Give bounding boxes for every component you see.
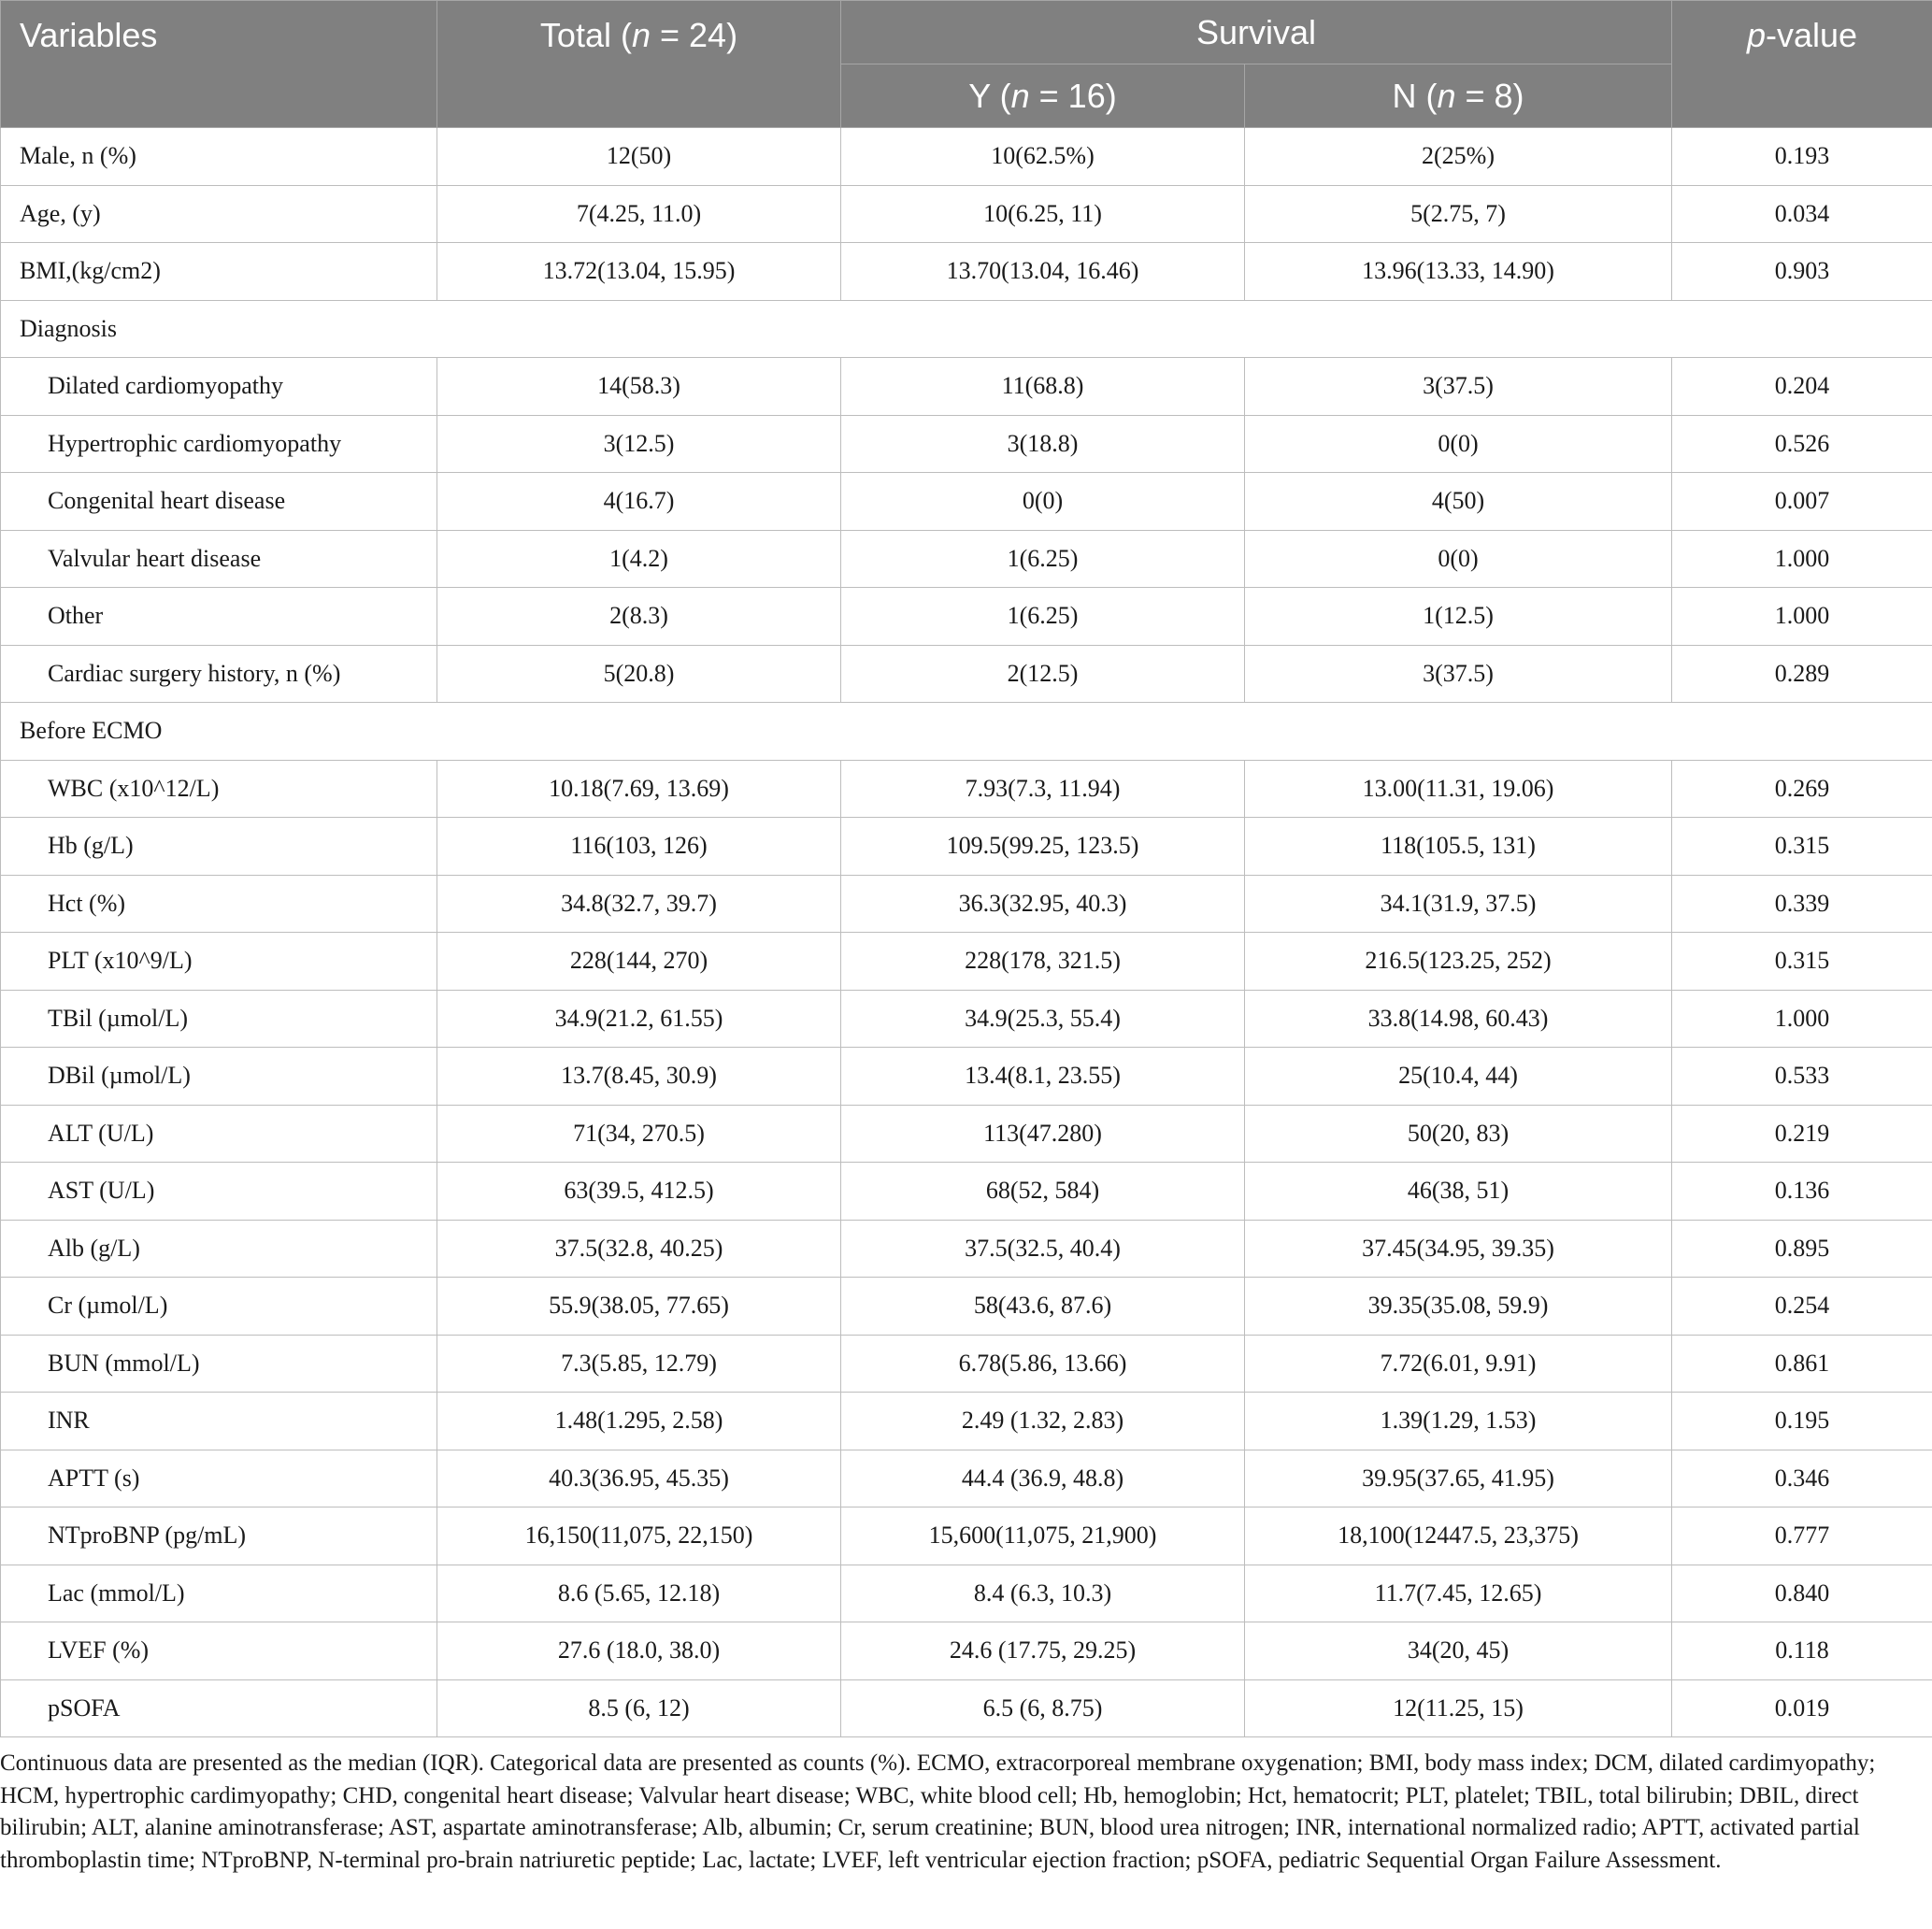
cell-total: 7.3(5.85, 12.79) bbox=[437, 1335, 841, 1393]
row-label: Cardiac surgery history, n (%) bbox=[1, 645, 437, 703]
table-row bbox=[1, 1278, 1932, 1336]
row-label: Valvular heart disease bbox=[1, 530, 437, 588]
cell-p-value: 0.903 bbox=[1672, 243, 1932, 301]
cell-survival-yes: 1(6.25) bbox=[841, 588, 1245, 646]
row-label: DBil (µmol/L) bbox=[1, 1048, 437, 1106]
cell-survival-no: 0(0) bbox=[1245, 415, 1672, 473]
cell-survival-yes: 11(68.8) bbox=[841, 358, 1245, 416]
cell-p-value: 0.861 bbox=[1672, 1335, 1932, 1393]
cell-survival-no: 3(37.5) bbox=[1245, 358, 1672, 416]
cell-total: 1(4.2) bbox=[437, 530, 841, 588]
table-row bbox=[1, 588, 1932, 646]
cell-p-value: 0.007 bbox=[1672, 473, 1932, 531]
table-row bbox=[1, 1393, 1932, 1450]
row-label: WBC (x10^12/L) bbox=[1, 760, 437, 818]
cell-total: 63(39.5, 412.5) bbox=[437, 1163, 841, 1221]
cell-p-value: 1.000 bbox=[1672, 530, 1932, 588]
cell-p-value: 0.034 bbox=[1672, 185, 1932, 243]
cell-survival-yes: 8.4 (6.3, 10.3) bbox=[841, 1565, 1245, 1622]
cell-survival-yes: 24.6 (17.75, 29.25) bbox=[841, 1622, 1245, 1680]
header-total: Total (n = 24) bbox=[437, 1, 841, 128]
cell-survival-yes: 10(6.25, 11) bbox=[841, 185, 1245, 243]
cell-survival-no: 13.00(11.31, 19.06) bbox=[1245, 760, 1672, 818]
row-label: LVEF (%) bbox=[1, 1622, 437, 1680]
cell-survival-no: 1.39(1.29, 1.53) bbox=[1245, 1393, 1672, 1450]
row-label: Cr (µmol/L) bbox=[1, 1278, 437, 1336]
cell-total: 37.5(32.8, 40.25) bbox=[437, 1220, 841, 1278]
cell-p-value: 0.289 bbox=[1672, 645, 1932, 703]
cell-survival-yes: 228(178, 321.5) bbox=[841, 933, 1245, 991]
table-row bbox=[1, 933, 1932, 991]
table-row bbox=[1, 760, 1932, 818]
cell-survival-yes: 113(47.280) bbox=[841, 1105, 1245, 1163]
cell-total: 34.8(32.7, 39.7) bbox=[437, 875, 841, 933]
row-label: Age, (y) bbox=[1, 185, 437, 243]
section-row-before-ecmo bbox=[1, 703, 1932, 761]
cell-survival-yes: 68(52, 584) bbox=[841, 1163, 1245, 1221]
cell-p-value: 1.000 bbox=[1672, 588, 1932, 646]
row-label: Congenital heart disease bbox=[1, 473, 437, 531]
cell-total: 8.6 (5.65, 12.18) bbox=[437, 1565, 841, 1622]
row-label: APTT (s) bbox=[1, 1450, 437, 1507]
cell-p-value: 0.269 bbox=[1672, 760, 1932, 818]
table-row bbox=[1, 818, 1932, 876]
cell-p-value: 0.840 bbox=[1672, 1565, 1932, 1622]
cell-survival-no: 34(20, 45) bbox=[1245, 1622, 1672, 1680]
cell-survival-yes: 1(6.25) bbox=[841, 530, 1245, 588]
cell-survival-no: 37.45(34.95, 39.35) bbox=[1245, 1220, 1672, 1278]
table-row bbox=[1, 1105, 1932, 1163]
cell-survival-yes: 0(0) bbox=[841, 473, 1245, 531]
cell-p-value: 0.339 bbox=[1672, 875, 1932, 933]
cell-p-value: 0.219 bbox=[1672, 1105, 1932, 1163]
row-label: ALT (U/L) bbox=[1, 1105, 437, 1163]
cell-total: 13.7(8.45, 30.9) bbox=[437, 1048, 841, 1106]
cell-survival-yes: 2.49 (1.32, 2.83) bbox=[841, 1393, 1245, 1450]
row-label: Male, n (%) bbox=[1, 128, 437, 186]
row-label: Hct (%) bbox=[1, 875, 437, 933]
table-row bbox=[1, 530, 1932, 588]
cell-total: 13.72(13.04, 15.95) bbox=[437, 243, 841, 301]
cell-survival-no: 50(20, 83) bbox=[1245, 1105, 1672, 1163]
cell-survival-yes: 44.4 (36.9, 48.8) bbox=[841, 1450, 1245, 1507]
table-header bbox=[1, 1, 1932, 128]
row-label: Hypertrophic cardiomyopathy bbox=[1, 415, 437, 473]
cell-survival-no: 4(50) bbox=[1245, 473, 1672, 531]
row-label: BMI,(kg/cm2) bbox=[1, 243, 437, 301]
row-label: PLT (x10^9/L) bbox=[1, 933, 437, 991]
cell-survival-no: 216.5(123.25, 252) bbox=[1245, 933, 1672, 991]
table-row bbox=[1, 990, 1932, 1048]
cell-p-value: 0.895 bbox=[1672, 1220, 1932, 1278]
cell-survival-no: 118(105.5, 131) bbox=[1245, 818, 1672, 876]
cell-survival-no: 5(2.75, 7) bbox=[1245, 185, 1672, 243]
header-p-value: p-value bbox=[1672, 1, 1932, 128]
cell-p-value: 0.315 bbox=[1672, 818, 1932, 876]
row-label: NTproBNP (pg/mL) bbox=[1, 1507, 437, 1565]
cell-survival-yes: 15,600(11,075, 21,900) bbox=[841, 1507, 1245, 1565]
cell-p-value: 0.193 bbox=[1672, 128, 1932, 186]
cell-survival-no: 46(38, 51) bbox=[1245, 1163, 1672, 1221]
table-row bbox=[1, 358, 1932, 416]
cell-p-value: 0.118 bbox=[1672, 1622, 1932, 1680]
cell-survival-no: 7.72(6.01, 9.91) bbox=[1245, 1335, 1672, 1393]
table-row bbox=[1, 473, 1932, 531]
cell-total: 228(144, 270) bbox=[437, 933, 841, 991]
cell-survival-yes: 3(18.8) bbox=[841, 415, 1245, 473]
cell-total: 12(50) bbox=[437, 128, 841, 186]
cell-survival-yes: 37.5(32.5, 40.4) bbox=[841, 1220, 1245, 1278]
cell-p-value: 0.195 bbox=[1672, 1393, 1932, 1450]
cell-survival-yes: 6.5 (6, 8.75) bbox=[841, 1679, 1245, 1737]
table-row bbox=[1, 1507, 1932, 1565]
cell-p-value: 0.019 bbox=[1672, 1679, 1932, 1737]
cell-total: 3(12.5) bbox=[437, 415, 841, 473]
cell-total: 40.3(36.95, 45.35) bbox=[437, 1450, 841, 1507]
row-label: TBil (µmol/L) bbox=[1, 990, 437, 1048]
header-survival: Survival bbox=[841, 1, 1672, 64]
table-row bbox=[1, 875, 1932, 933]
cell-survival-yes: 109.5(99.25, 123.5) bbox=[841, 818, 1245, 876]
cell-total: 8.5 (6, 12) bbox=[437, 1679, 841, 1737]
table-body bbox=[1, 128, 1932, 1737]
cell-total: 14(58.3) bbox=[437, 358, 841, 416]
cell-survival-yes: 13.4(8.1, 23.55) bbox=[841, 1048, 1245, 1106]
cell-total: 55.9(38.05, 77.65) bbox=[437, 1278, 841, 1336]
table-row bbox=[1, 1335, 1932, 1393]
cell-total: 16,150(11,075, 22,150) bbox=[437, 1507, 841, 1565]
table-footnote: Continuous data are presented as the median (IQR). Categorical data are presented as counts (%). ECMO, extracorporeal membrane oxygenation; BMI, body mass index; DCM, dilated cardimyopathy; HCM, hypertrophic cardimyopathy; CHD, congenital heart disease; Valvular heart disease; WBC, white blood cell; Hb, hemoglobin; Hct, hematocrit; PLT, platelet; TBIL, total bilirubin; DBIL, direct bilirubin; ALT, alanine aminotransferase; AST, aspartate aminotransferase; Alb, albumin; Cr, serum creatinine; BUN, blood urea nitrogen; INR, international normalized radio; APTT, activated partial thromboplastin time; NTproBNP, N-terminal pro-brain natriuretic peptide; Lac, lactate; LVEF, left ventricular ejection fraction; pSOFA, pediatric Sequential Organ Failure Assessment. bbox=[0, 1750, 1876, 1873]
cell-survival-yes: 36.3(32.95, 40.3) bbox=[841, 875, 1245, 933]
cell-survival-yes: 58(43.6, 87.6) bbox=[841, 1278, 1245, 1336]
cell-total: 1.48(1.295, 2.58) bbox=[437, 1393, 841, 1450]
cell-p-value: 0.136 bbox=[1672, 1163, 1932, 1221]
row-label: Lac (mmol/L) bbox=[1, 1565, 437, 1622]
cell-total: 116(103, 126) bbox=[437, 818, 841, 876]
cell-total: 10.18(7.69, 13.69) bbox=[437, 760, 841, 818]
cell-p-value: 0.346 bbox=[1672, 1450, 1932, 1507]
table-row bbox=[1, 128, 1932, 186]
table-row bbox=[1, 415, 1932, 473]
row-label: BUN (mmol/L) bbox=[1, 1335, 437, 1393]
cell-survival-no: 25(10.4, 44) bbox=[1245, 1048, 1672, 1106]
table-row bbox=[1, 1679, 1932, 1737]
cell-total: 27.6 (18.0, 38.0) bbox=[437, 1622, 841, 1680]
cell-p-value: 0.526 bbox=[1672, 415, 1932, 473]
cell-survival-no: 2(25%) bbox=[1245, 128, 1672, 186]
table-row bbox=[1, 1220, 1932, 1278]
table-row bbox=[1, 185, 1932, 243]
table-row bbox=[1, 1048, 1932, 1106]
cell-total: 7(4.25, 11.0) bbox=[437, 185, 841, 243]
row-label: Other bbox=[1, 588, 437, 646]
table-row bbox=[1, 1622, 1932, 1680]
cell-total: 5(20.8) bbox=[437, 645, 841, 703]
table-row bbox=[1, 1565, 1932, 1622]
cell-survival-no: 0(0) bbox=[1245, 530, 1672, 588]
row-label: Hb (g/L) bbox=[1, 818, 437, 876]
cell-p-value: 0.204 bbox=[1672, 358, 1932, 416]
header-survival-yes: Y (n = 16) bbox=[841, 64, 1245, 128]
cell-p-value: 0.315 bbox=[1672, 933, 1932, 991]
cell-total: 34.9(21.2, 61.55) bbox=[437, 990, 841, 1048]
row-label: pSOFA bbox=[1, 1679, 437, 1737]
cell-p-value: 0.254 bbox=[1672, 1278, 1932, 1336]
cell-survival-yes: 10(62.5%) bbox=[841, 128, 1245, 186]
cell-survival-yes: 34.9(25.3, 55.4) bbox=[841, 990, 1245, 1048]
row-label: AST (U/L) bbox=[1, 1163, 437, 1221]
row-label: INR bbox=[1, 1393, 437, 1450]
cell-survival-no: 12(11.25, 15) bbox=[1245, 1679, 1672, 1737]
cell-survival-no: 13.96(13.33, 14.90) bbox=[1245, 243, 1672, 301]
cell-total: 71(34, 270.5) bbox=[437, 1105, 841, 1163]
cell-survival-no: 1(12.5) bbox=[1245, 588, 1672, 646]
cell-survival-yes: 6.78(5.86, 13.66) bbox=[841, 1335, 1245, 1393]
cell-survival-yes: 13.70(13.04, 16.46) bbox=[841, 243, 1245, 301]
cell-survival-no: 34.1(31.9, 37.5) bbox=[1245, 875, 1672, 933]
cell-p-value: 0.777 bbox=[1672, 1507, 1932, 1565]
row-label: Dilated cardiomyopathy bbox=[1, 358, 437, 416]
section-row-diagnosis bbox=[1, 300, 1932, 358]
cell-survival-no: 39.95(37.65, 41.95) bbox=[1245, 1450, 1672, 1507]
table-row bbox=[1, 645, 1932, 703]
cell-survival-yes: 7.93(7.3, 11.94) bbox=[841, 760, 1245, 818]
cell-survival-no: 33.8(14.98, 60.43) bbox=[1245, 990, 1672, 1048]
cell-survival-no: 18,100(12447.5, 23,375) bbox=[1245, 1507, 1672, 1565]
header-survival-no: N (n = 8) bbox=[1245, 64, 1672, 128]
cell-total: 4(16.7) bbox=[437, 473, 841, 531]
cell-survival-no: 3(37.5) bbox=[1245, 645, 1672, 703]
cell-total: 2(8.3) bbox=[437, 588, 841, 646]
row-label: Alb (g/L) bbox=[1, 1220, 437, 1278]
header-variables: Variables bbox=[1, 1, 437, 128]
cell-survival-no: 39.35(35.08, 59.9) bbox=[1245, 1278, 1672, 1336]
cell-survival-yes: 2(12.5) bbox=[841, 645, 1245, 703]
cell-p-value: 0.533 bbox=[1672, 1048, 1932, 1106]
table-row bbox=[1, 1163, 1932, 1221]
table-row bbox=[1, 1450, 1932, 1507]
section-label: Before ECMO bbox=[1, 703, 1932, 761]
section-label: Diagnosis bbox=[1, 300, 1932, 358]
cell-p-value: 1.000 bbox=[1672, 990, 1932, 1048]
cell-survival-no: 11.7(7.45, 12.65) bbox=[1245, 1565, 1672, 1622]
table-row bbox=[1, 243, 1932, 301]
